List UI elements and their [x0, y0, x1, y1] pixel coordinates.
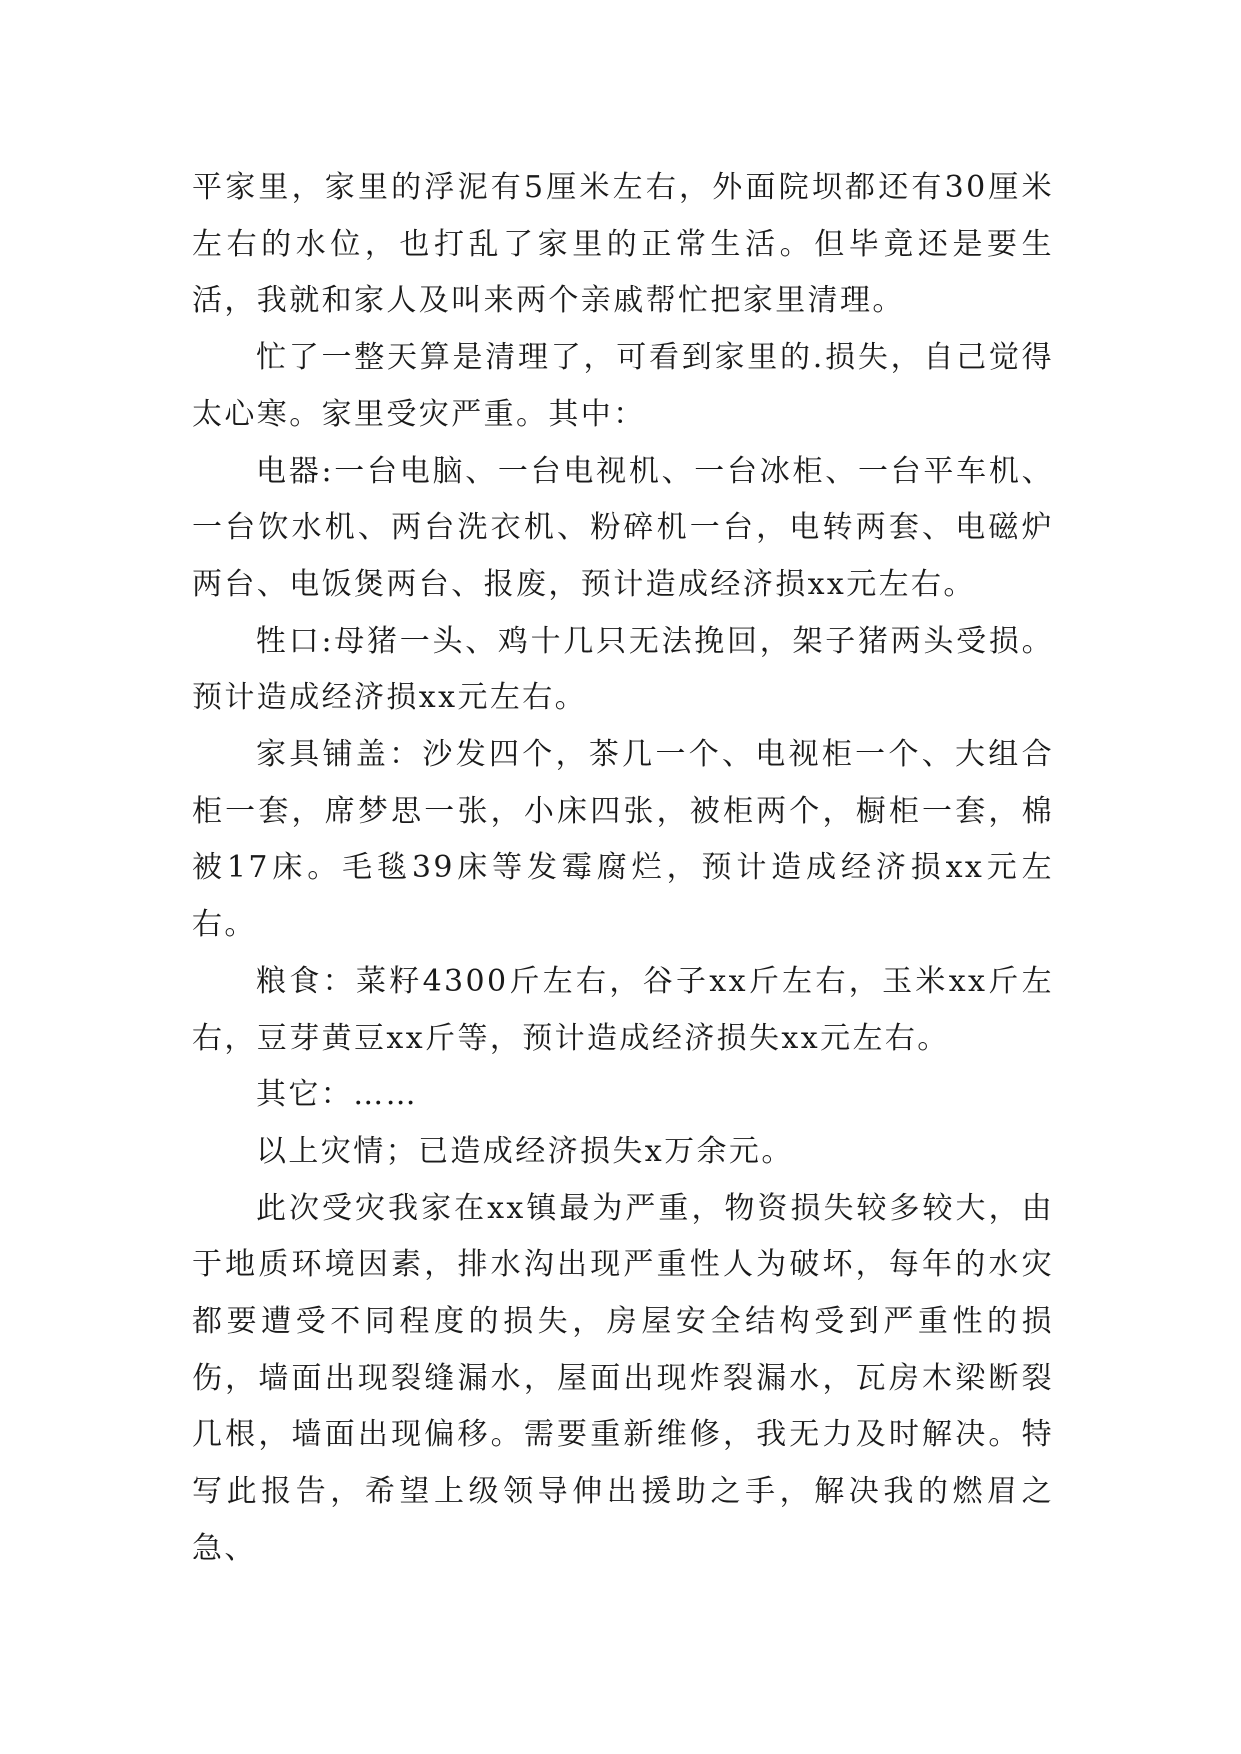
paragraph-livestock: 牲口:母猪一头、鸡十几只无法挽回，架子猪两头受损。预计造成经济损xx元左右。	[192, 623, 1054, 716]
paragraph-grain: 粮食：菜籽4300斤左右，谷子xx斤左右，玉米xx斤左右，豆芽黄豆xx斤等，预计造成经济损失xx元左右。	[192, 963, 1054, 1056]
paragraph-1: 平家里，家里的浮泥有5厘米左右，外面院坝都还有30厘米左右的水位，也打乱了家里的正常生活。但毕竟还是要生活，我就和家人及叫来两个亲戚帮忙把家里清理。	[192, 170, 1054, 319]
paragraph-other: 其它：……	[256, 1077, 418, 1113]
document-body	[192, 160, 1054, 1578]
paragraph-furniture: 家具铺盖：沙发四个，茶几一个、电视柜一个、大组合柜一套，席梦思一张，小床四张，被柜两个，橱柜一套，棉被17床。毛毯39床等发霉腐烂，预计造成经济损xx元左右。	[192, 737, 1054, 943]
paragraph-appliances: 电器:一台电脑、一台电视机、一台冰柜、一台平车机、一台饮水机、两台洗衣机、粉碎机一台，电转两套、电磁炉两台、电饭煲两台、报废，预计造成经济损xx元左右。	[192, 453, 1054, 602]
paragraph-request: 此次受灾我家在xx镇最为严重，物资损失较多较大，由于地质环境因素，排水沟出现严重性人为破坏，每年的水灾都要遭受不同程度的损失，房屋安全结构受到严重性的损伤，墙面出现裂缝漏水，屋面出现炸裂漏水，瓦房木梁断裂几根，墙面出现偏移。需要重新维修，我无力及时解决。特写此报告，希望上级领导伸出援助之手，解决我的燃眉之急、	[192, 1190, 1054, 1566]
paragraph-2: 忙了一整天算是清理了，可看到家里的.损失，自己觉得太心寒。家里受灾严重。其中：	[192, 340, 1054, 432]
paragraph-summary: 以上灾情；已造成经济损失x万余元。	[256, 1133, 794, 1169]
